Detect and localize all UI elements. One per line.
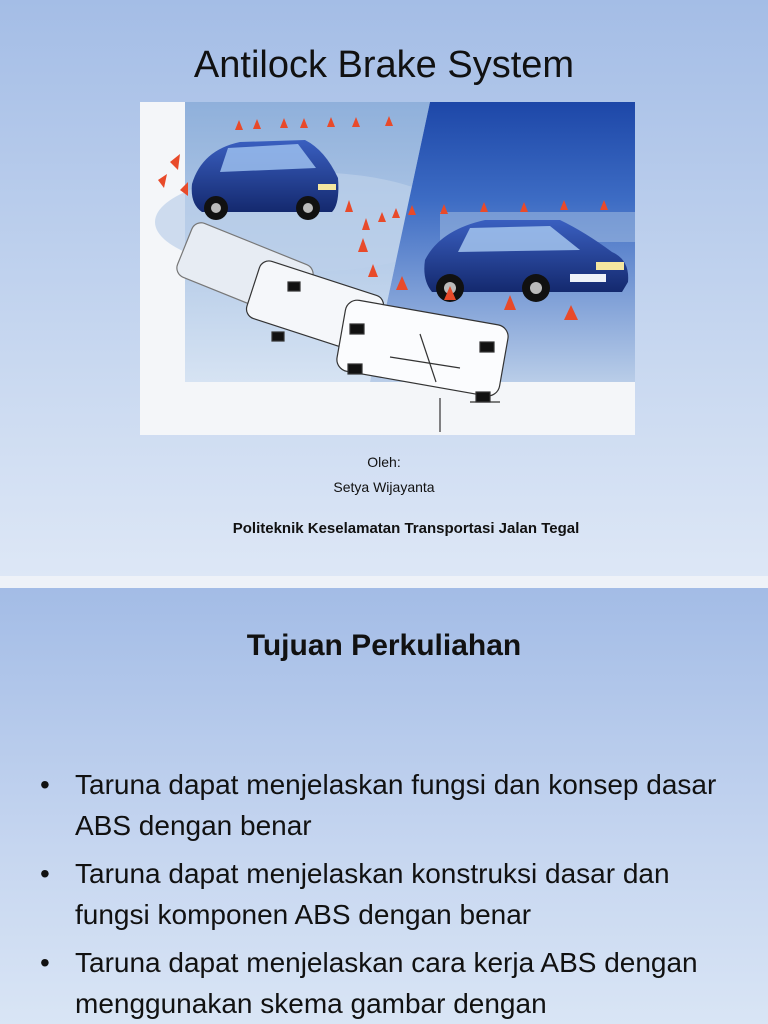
byline-label: Oleh:	[367, 454, 401, 470]
slide-title: Antilock Brake System	[193, 44, 575, 86]
objectives-list	[40, 764, 740, 1024]
slide-title: Tujuan Perkuliahan	[246, 629, 522, 662]
list-item-text: Taruna dapat menjelaskan konstruksi dasar dan fungsi komponen ABS dengan benar	[75, 858, 670, 930]
list-item	[40, 764, 740, 846]
bullet-point: •	[40, 947, 50, 978]
slide-separator	[0, 576, 768, 588]
bullet-point: •	[40, 769, 50, 800]
author-name: Setya Wijayanta	[333, 479, 435, 495]
objectives-slide	[0, 588, 768, 1024]
list-item-text: Taruna dapat menjelaskan fungsi dan konsep dasar ABS dengan benar	[75, 769, 717, 841]
list-item	[40, 853, 740, 935]
bullet-point: •	[40, 858, 50, 889]
institution-name: Politeknik Keselamatan Transportasi Jalan Tegal	[232, 520, 580, 537]
list-item-text: Taruna dapat menjelaskan cara kerja ABS dengan menggunakan skema gambar dengan	[75, 947, 698, 1019]
list-item	[40, 942, 740, 1024]
abs-illustration	[140, 102, 635, 435]
